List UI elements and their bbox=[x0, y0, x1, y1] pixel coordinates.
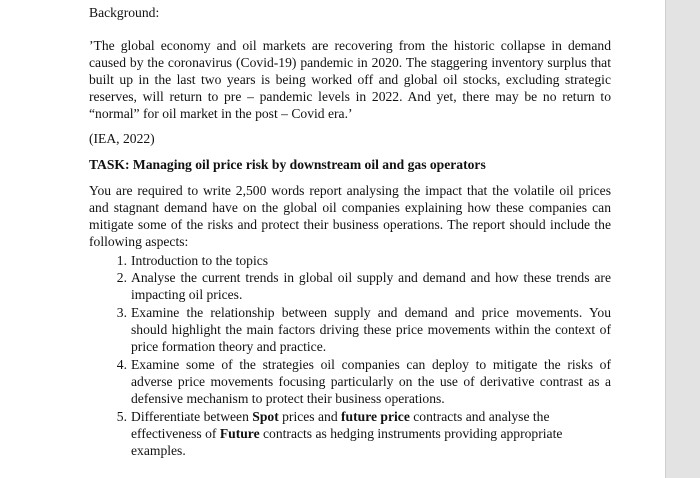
list-item-line: Examine the relationship between supply and demand and price movements. You bbox=[131, 305, 611, 320]
page-edge-shadow bbox=[665, 0, 700, 478]
list-item-line: Introduction to the topics bbox=[131, 253, 269, 268]
list-item-line: effectiveness of Future contracts as hedging instruments providing appropriate bbox=[131, 426, 563, 441]
quote-line: ’The global economy and oil markets are recovering from the historic collapse in demand bbox=[89, 38, 611, 53]
intro-line: mitigate some of the risks and protect their business operations. The report should include the bbox=[89, 217, 611, 232]
task-title: TASK: Managing oil price risk by downstream oil and gas operators bbox=[89, 157, 486, 172]
list-item-line: price formation theory and practice. bbox=[131, 339, 327, 354]
list-item-line: Analyse the current trends in global oil supply and demand and how these trends are bbox=[131, 270, 611, 285]
intro-line: following aspects: bbox=[89, 234, 189, 249]
citation: (IEA, 2022) bbox=[89, 131, 155, 146]
future-price-term: future price bbox=[341, 409, 410, 424]
list-item-line: adverse price movements focusing particularly on the use of derivative contrast as a bbox=[131, 374, 611, 389]
quote-line: built up in the last two years is being worked off and global oil stocks, excluding strategic bbox=[89, 72, 611, 87]
list-number: 5. bbox=[116, 409, 127, 424]
quote-line: reserves, will return to pre – pandemic levels in 2022. And yet, there may be no return to bbox=[89, 89, 611, 104]
list-number: 2. bbox=[116, 270, 127, 285]
list-item-text: Differentiate between Spot prices and future price contracts and analyse the bbox=[131, 409, 550, 424]
list-item-line: defensive mechanism to protect their business operations. bbox=[131, 391, 445, 406]
list-item-line: impacting oil prices. bbox=[131, 287, 243, 302]
list-item-line: Examine some of the strategies oil companies can deploy to mitigate the risks of bbox=[131, 357, 611, 372]
background-heading: Background: bbox=[89, 5, 160, 20]
spot-term: Spot bbox=[252, 409, 279, 424]
list-number: 3. bbox=[116, 305, 127, 320]
list-item-line: should highlight the main factors driving these price movements within the context of bbox=[131, 322, 611, 337]
quote-line: caused by the coronavirus (Covid-19) pandemic in 2020. The staggering inventory surplus that bbox=[89, 55, 611, 70]
future-term: Future bbox=[219, 426, 260, 441]
intro-line: and stagnant demand have on the global oil companies explaining how these companies can bbox=[89, 200, 611, 215]
list-item-line: examples. bbox=[131, 443, 186, 458]
intro-line: You are required to write 2,500 words report analysing the impact that the volatile oil prices bbox=[89, 183, 611, 198]
list-number: 1. bbox=[116, 253, 127, 268]
list-item-line bbox=[131, 408, 611, 425]
quote-line: “normal” for oil market in the post – Covid era.’ bbox=[89, 106, 353, 121]
list-number: 4. bbox=[116, 357, 127, 372]
